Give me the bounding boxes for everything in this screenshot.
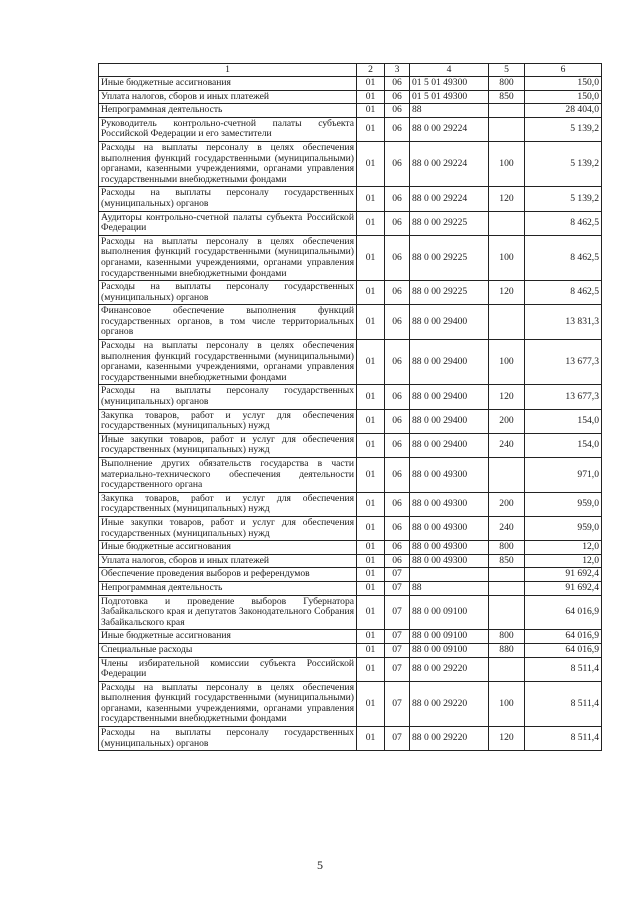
row-expense-type	[489, 104, 525, 118]
row-amount: 13 677,3	[525, 340, 602, 385]
row-razdel: 01	[357, 657, 385, 681]
row-podrazdel: 06	[385, 554, 410, 568]
row-razdel: 01	[357, 568, 385, 582]
row-podrazdel: 06	[385, 433, 410, 457]
row-razdel: 01	[357, 727, 385, 751]
row-expense-type: 100	[489, 681, 525, 726]
row-podrazdel: 06	[385, 492, 410, 516]
table-row	[99, 305, 602, 340]
row-amount: 13 831,3	[525, 305, 602, 340]
row-name: Расходы на выплаты персоналу государственных (муниципальных) органов	[99, 281, 357, 305]
row-target-article: 88 0 00 29400	[410, 409, 489, 433]
table-row	[99, 141, 602, 186]
row-razdel: 01	[357, 458, 385, 493]
row-target-article: 88 0 00 09100	[410, 630, 489, 644]
row-podrazdel: 07	[385, 643, 410, 657]
row-amount: 13 677,3	[525, 385, 602, 409]
table-row	[99, 727, 602, 751]
row-target-article: 88 0 00 29224	[410, 187, 489, 211]
row-razdel: 01	[357, 554, 385, 568]
row-name: Иные бюджетные ассигнования	[99, 630, 357, 644]
table-header-row	[99, 64, 602, 77]
row-razdel: 01	[357, 104, 385, 118]
table-row	[99, 681, 602, 726]
row-podrazdel: 06	[385, 281, 410, 305]
row-razdel: 01	[357, 581, 385, 595]
row-razdel: 01	[357, 595, 385, 630]
row-name: Иные бюджетные ассигнования	[99, 541, 357, 555]
row-podrazdel: 06	[385, 458, 410, 493]
row-target-article: 88 0 00 29220	[410, 727, 489, 751]
row-amount: 64 016,9	[525, 595, 602, 630]
row-target-article: 88 0 00 29225	[410, 211, 489, 235]
row-name: Расходы на выплаты персоналу в целях обеспечения выполнения функций государственными (муниципальными) органами, казенными учреждениями, органами управления государственными внебюджетными фондами	[99, 141, 357, 186]
row-expense-type: 120	[489, 187, 525, 211]
row-amount: 5 139,2	[525, 117, 602, 141]
row-name: Иные закупки товаров, работ и услуг для обеспечения государственных (муниципальных) нужд	[99, 516, 357, 540]
row-podrazdel: 07	[385, 727, 410, 751]
row-target-article: 88 0 00 29400	[410, 305, 489, 340]
table-row	[99, 117, 602, 141]
row-name: Уплата налогов, сборов и иных платежей	[99, 90, 357, 104]
table-row	[99, 187, 602, 211]
row-amount: 91 692,4	[525, 568, 602, 582]
row-target-article: 88 0 00 49300	[410, 541, 489, 555]
row-podrazdel: 06	[385, 104, 410, 118]
row-expense-type: 800	[489, 541, 525, 555]
row-razdel: 01	[357, 211, 385, 235]
row-amount: 971,0	[525, 458, 602, 493]
row-podrazdel: 07	[385, 595, 410, 630]
row-expense-type: 120	[489, 385, 525, 409]
row-name: Расходы на выплаты персоналу в целях обеспечения выполнения функций государственными (муниципальными) органами, казенными учреждениями, органами управления государственными внебюджетными фондами	[99, 235, 357, 280]
row-expense-type: 240	[489, 433, 525, 457]
row-target-article: 88 0 00 49300	[410, 492, 489, 516]
row-name: Расходы на выплаты персоналу государственных (муниципальных) органов	[99, 385, 357, 409]
row-podrazdel: 06	[385, 516, 410, 540]
table-row	[99, 516, 602, 540]
row-razdel: 01	[357, 516, 385, 540]
table-row	[99, 281, 602, 305]
row-expense-type: 100	[489, 141, 525, 186]
row-amount: 64 016,9	[525, 643, 602, 657]
row-razdel: 01	[357, 630, 385, 644]
row-podrazdel: 07	[385, 657, 410, 681]
table-row	[99, 458, 602, 493]
row-amount: 8 462,5	[525, 235, 602, 280]
row-name: Аудиторы контрольно-счетной палаты субъекта Российской Федерации	[99, 211, 357, 235]
table-row	[99, 657, 602, 681]
table-row	[99, 581, 602, 595]
table-row	[99, 90, 602, 104]
row-razdel: 01	[357, 541, 385, 555]
row-amount: 8 511,4	[525, 681, 602, 726]
row-name: Расходы на выплаты персоналу государственных (муниципальных) органов	[99, 187, 357, 211]
row-expense-type	[489, 305, 525, 340]
row-target-article: 88 0 00 29225	[410, 235, 489, 280]
row-amount: 64 016,9	[525, 630, 602, 644]
row-podrazdel: 06	[385, 235, 410, 280]
row-name: Непрограммная деятельность	[99, 104, 357, 118]
row-expense-type: 120	[489, 727, 525, 751]
row-expense-type: 120	[489, 281, 525, 305]
row-target-article: 88 0 00 29400	[410, 385, 489, 409]
row-expense-type	[489, 657, 525, 681]
table-row	[99, 385, 602, 409]
header-col-6: 6	[525, 64, 602, 77]
row-target-article: 88	[410, 104, 489, 118]
row-podrazdel: 06	[385, 90, 410, 104]
row-target-article: 88 0 00 49300	[410, 554, 489, 568]
row-podrazdel: 06	[385, 385, 410, 409]
row-podrazdel: 06	[385, 541, 410, 555]
budget-table	[98, 63, 602, 751]
row-expense-type: 850	[489, 90, 525, 104]
row-expense-type: 200	[489, 492, 525, 516]
table-row	[99, 554, 602, 568]
row-razdel: 01	[357, 77, 385, 91]
row-podrazdel: 07	[385, 681, 410, 726]
row-name: Расходы на выплаты персоналу в целях обеспечения выполнения функций государственными (муниципальными) органами, казенными учреждениями, органами управления государственными внебюджетными фондами	[99, 681, 357, 726]
row-razdel: 01	[357, 492, 385, 516]
table-row	[99, 340, 602, 385]
row-expense-type	[489, 595, 525, 630]
row-razdel: 01	[357, 385, 385, 409]
header-col-2: 2	[357, 64, 385, 77]
row-razdel: 01	[357, 681, 385, 726]
row-podrazdel: 07	[385, 630, 410, 644]
row-target-article: 88 0 00 29400	[410, 340, 489, 385]
header-col-4: 4	[410, 64, 489, 77]
row-name: Члены избирательной комиссии субъекта Российской Федерации	[99, 657, 357, 681]
row-razdel: 01	[357, 90, 385, 104]
row-expense-type: 800	[489, 630, 525, 644]
row-amount: 5 139,2	[525, 141, 602, 186]
row-razdel: 01	[357, 235, 385, 280]
row-target-article: 88 0 00 09100	[410, 595, 489, 630]
row-amount: 154,0	[525, 409, 602, 433]
table-row	[99, 211, 602, 235]
table-body	[99, 77, 602, 751]
table-row	[99, 568, 602, 582]
row-name: Непрограммная деятельность	[99, 581, 357, 595]
row-expense-type: 850	[489, 554, 525, 568]
row-razdel: 01	[357, 433, 385, 457]
row-name: Закупка товаров, работ и услуг для обеспечения государственных (муниципальных) нужд	[99, 492, 357, 516]
row-amount: 8 511,4	[525, 657, 602, 681]
row-name: Подготовка и проведение выборов Губернатора Забайкальского края и депутатов Законодательного Собрания Забайкальского края	[99, 595, 357, 630]
row-expense-type: 800	[489, 77, 525, 91]
row-podrazdel: 06	[385, 409, 410, 433]
row-expense-type	[489, 458, 525, 493]
row-target-article: 88 0 00 29220	[410, 681, 489, 726]
row-target-article: 88 0 00 29224	[410, 117, 489, 141]
row-name: Расходы на выплаты персоналу в целях обеспечения выполнения функций государственными (муниципальными) органами, казенными учреждениями, органами управления государственными внебюджетными фондами	[99, 340, 357, 385]
row-amount: 154,0	[525, 433, 602, 457]
row-target-article: 88 0 00 49300	[410, 458, 489, 493]
table-row	[99, 595, 602, 630]
row-expense-type: 100	[489, 340, 525, 385]
row-name: Руководитель контрольно-счетной палаты субъекта Российской Федерации и его заместители	[99, 117, 357, 141]
row-name: Расходы на выплаты персоналу государственных (муниципальных) органов	[99, 727, 357, 751]
row-razdel: 01	[357, 643, 385, 657]
row-expense-type: 880	[489, 643, 525, 657]
table-row	[99, 235, 602, 280]
row-name: Уплата налогов, сборов и иных платежей	[99, 554, 357, 568]
row-name: Обеспечение проведения выборов и референдумов	[99, 568, 357, 582]
table-row	[99, 541, 602, 555]
header-col-1: 1	[99, 64, 357, 77]
row-target-article: 01 5 01 49300	[410, 90, 489, 104]
row-expense-type	[489, 581, 525, 595]
row-name: Выполнение других обязательств государства в части материально-технического обеспечения деятельности государственного органа	[99, 458, 357, 493]
row-razdel: 01	[357, 117, 385, 141]
row-razdel: 01	[357, 187, 385, 211]
table-row	[99, 492, 602, 516]
row-target-article: 88 0 00 09100	[410, 643, 489, 657]
row-podrazdel: 07	[385, 581, 410, 595]
row-expense-type: 200	[489, 409, 525, 433]
row-target-article: 88 0 00 29225	[410, 281, 489, 305]
row-podrazdel: 06	[385, 117, 410, 141]
row-podrazdel: 06	[385, 141, 410, 186]
row-expense-type: 100	[489, 235, 525, 280]
row-amount: 959,0	[525, 492, 602, 516]
row-target-article: 88 0 00 29400	[410, 433, 489, 457]
row-amount: 5 139,2	[525, 187, 602, 211]
row-podrazdel: 06	[385, 211, 410, 235]
row-target-article: 01 5 01 49300	[410, 77, 489, 91]
row-amount: 28 404,0	[525, 104, 602, 118]
row-podrazdel: 06	[385, 340, 410, 385]
row-amount: 959,0	[525, 516, 602, 540]
table-row	[99, 409, 602, 433]
row-amount: 12,0	[525, 541, 602, 555]
page-number: 5	[317, 858, 323, 872]
row-razdel: 01	[357, 305, 385, 340]
row-expense-type: 240	[489, 516, 525, 540]
row-razdel: 01	[357, 141, 385, 186]
row-razdel: 01	[357, 340, 385, 385]
header-col-5: 5	[489, 64, 525, 77]
row-amount: 8 462,5	[525, 281, 602, 305]
row-podrazdel: 06	[385, 77, 410, 91]
row-razdel: 01	[357, 281, 385, 305]
row-amount: 8 462,5	[525, 211, 602, 235]
row-expense-type	[489, 568, 525, 582]
row-target-article	[410, 568, 489, 582]
row-expense-type	[489, 117, 525, 141]
row-razdel: 01	[357, 409, 385, 433]
row-target-article: 88	[410, 581, 489, 595]
row-name: Иные закупки товаров, работ и услуг для обеспечения государственных (муниципальных) нужд	[99, 433, 357, 457]
row-name: Финансовое обеспечение выполнения функций государственных органов, в том числе территориальных органов	[99, 305, 357, 340]
row-target-article: 88 0 00 29220	[410, 657, 489, 681]
row-podrazdel: 06	[385, 305, 410, 340]
row-target-article: 88 0 00 29224	[410, 141, 489, 186]
table-row	[99, 643, 602, 657]
row-podrazdel: 07	[385, 568, 410, 582]
table-row	[99, 104, 602, 118]
row-amount: 150,0	[525, 77, 602, 91]
table-row	[99, 433, 602, 457]
row-podrazdel: 06	[385, 187, 410, 211]
table-row	[99, 630, 602, 644]
row-target-article: 88 0 00 49300	[410, 516, 489, 540]
header-col-3: 3	[385, 64, 410, 77]
row-amount: 91 692,4	[525, 581, 602, 595]
row-amount: 150,0	[525, 90, 602, 104]
row-amount: 12,0	[525, 554, 602, 568]
row-name: Специальные расходы	[99, 643, 357, 657]
row-expense-type	[489, 211, 525, 235]
table-row	[99, 77, 602, 91]
row-amount: 8 511,4	[525, 727, 602, 751]
row-name: Иные бюджетные ассигнования	[99, 77, 357, 91]
row-name: Закупка товаров, работ и услуг для обеспечения государственных (муниципальных) нужд	[99, 409, 357, 433]
